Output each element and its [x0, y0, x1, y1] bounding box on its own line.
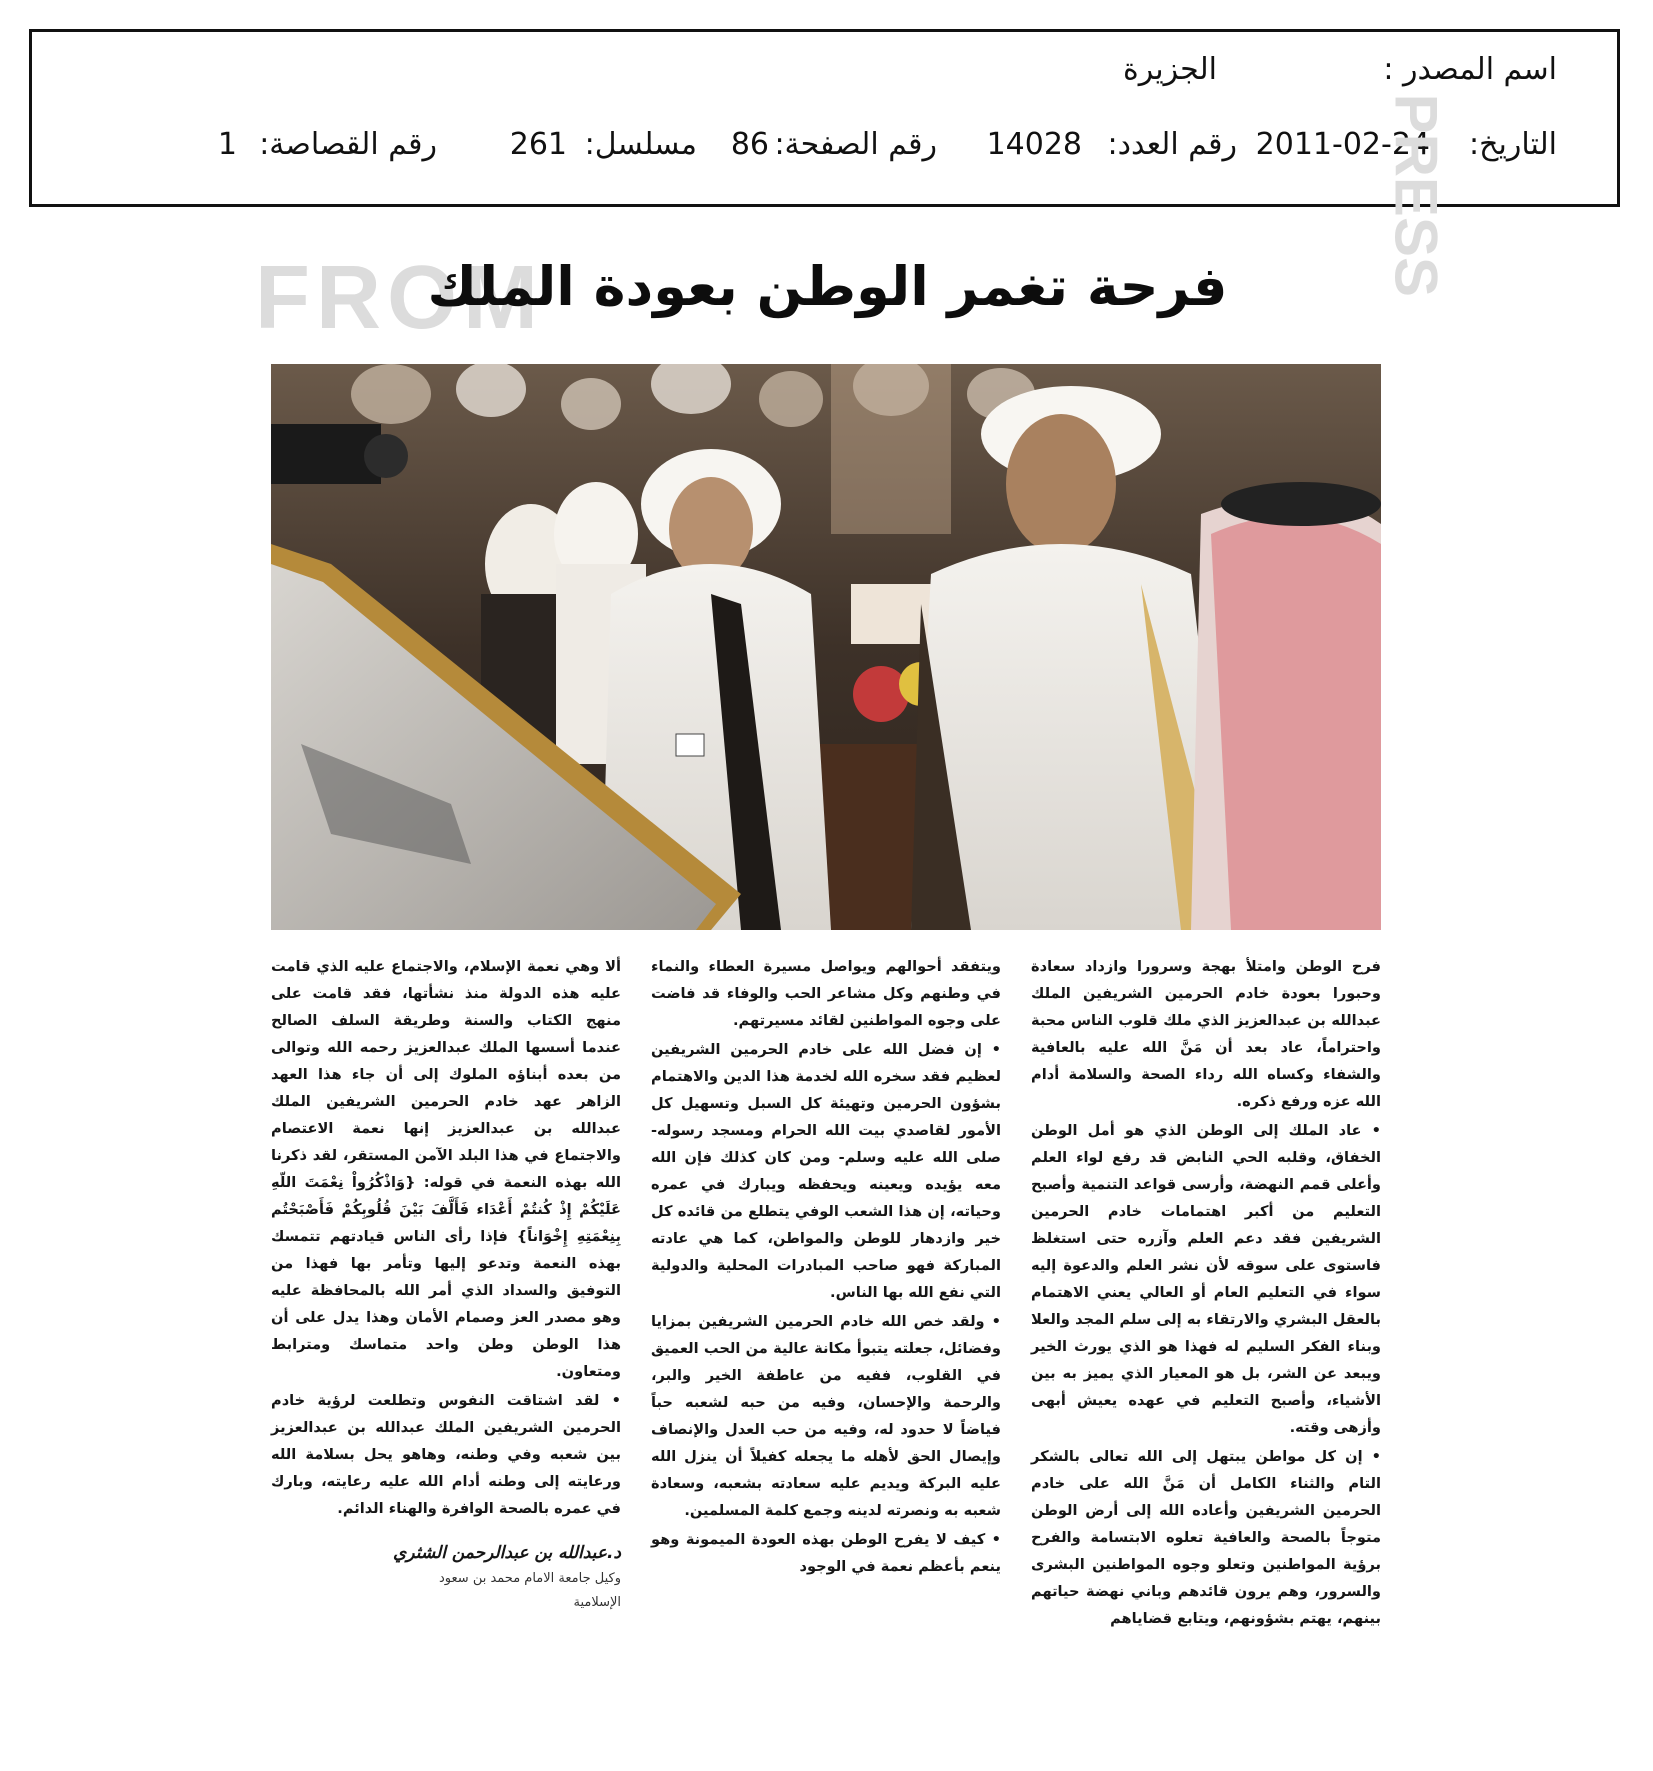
source-value: الجزيرة	[1122, 52, 1217, 87]
article-column-left	[271, 953, 621, 1615]
paragraph: • إن فضل الله على خادم الحرمين الشريفين لعظيم فقد سخره الله لخدمة هذا الدين والاهتمام بشؤون الحرمين وتهيئة كل السبل وتسهيل كل الأمور لقاصدي بيت الله الحرام ومسجد رسوله- صلى الله عليه وسلم- ومن كان كذلك فإن الله معه يؤيده ويعينه ويحفظه ويبارك في عمره وحياته، إن هذا الشعب الوفي يتطلع من قائده كل خير وازدهار للوطن والمواطن، كما هي عادته المباركة فهو صاحب المبادرات المحلية والدولية التي نفع الله بها الناس.	[651, 1041, 1001, 1301]
article-column-right	[1031, 953, 1381, 1634]
clipping-header	[29, 29, 1620, 207]
author-title: وكيل جامعة الامام محمد بن سعود	[439, 1571, 621, 1586]
date-value: 2011-02-24	[1255, 127, 1430, 162]
page-label: رقم الصفحة:	[774, 127, 937, 162]
author-title: الإسلامية	[573, 1595, 621, 1610]
author-name: د.عبدالله بن عبدالرحمن الشثري	[393, 1543, 621, 1563]
paragraph: • عاد الملك إلى الوطن الذي هو أمل الوطن الخفاق، وقلبه الحي النابض قد رفع لواء العلم وأعلى قمم النهضة، وأرسى قواعد التنمية وأصبح التعليم من أكبر اهتمامات خادم الحرمين الشريفين فقد دعم العلم وآزره حتى استغلظ فاستوى على سوقه لأن نشر العلم والدعوة إليه سواء في التعليم العام أو العالي يعني الاهتمام بالعقل البشري والارتقاء به إلى سلم المجد والعلا وبناء الفكر السليم له فهذا هو الذي يورث الخير ويبعد عن الشر، بل هو المعيار الذي يميز به بين الأشياء، وأصبح التعليم في عهده يعيش أبهى وأزهى وقته.	[1031, 1122, 1381, 1436]
clip-label: رقم القصاصة:	[259, 127, 437, 162]
paragraph: • ولقد خص الله خادم الحرمين الشريفين بمزايا وفضائل، جعلته يتبوأ مكانة عالية من الحب العميق في القلوب، ففيه من عاطفة الخير والبر، والرحمة والإحسان، وفيه من حبه لشعبه حباً فياضاً لا حدود له، وفيه من حب العدل والإنصاف وإيصال الحق لأهله ما يجعله كفيلاً أن ينزل الله عليه البركة ويديم عليه سعادته بشعبه، وسعادة شعبه به ونصرته لدينه وجمع كلمة المسلمين.	[651, 1313, 1001, 1519]
article-body	[271, 953, 1381, 1753]
paragraph: ويتفقد أحوالهم ويواصل مسيرة العطاء والنماء في وطنهم وكل مشاعر الحب والوفاء قد فاضت على وجوه المواطنين لقائد مسيرتهم.	[651, 958, 1001, 1029]
serial-value: 261	[509, 127, 567, 162]
date-label: التاريخ:	[1469, 127, 1557, 162]
source-label: اسم المصدر :	[1383, 52, 1557, 87]
paragraph: ألا وهي نعمة الإسلام، والاجتماع عليه الذي قامت عليه هذه الدولة منذ نشأتها، فقد قامت على منهج الكتاب والسنة وطريقة السلف الصالح عندما أسسها الملك عبدالعزيز رحمه الله وتوالى من بعده أبناؤه الملوك إلى أن جاء هذا العهد الزاهر عهد خادم الحرمين الشريفين الملك عبدالله بن عبدالعزيز إنها نعمة الاعتصام والاجتماع في هذا البلد الآمن المستقر، لقد ذكرنا الله بهذه النعمة في قوله: {وَاذْكُرُواْ نِعْمَتَ اللّهِ عَلَيْكُمْ إِذْ كُنتُمْ أَعْدَاء فَأَلَّفَ بَيْنَ قُلُوبِكُمْ فَأَصْبَحْتُم بِنِعْمَتِهِ إِخْوَاناً} فإذا رأى الناس قيادتهم تتمسك بهذه النعمة وتدعو إليها وتأمر بها فهذا من التوفيق والسداد الذي أمر الله بالمحافظة عليه وهو مصدر العز وصمام الأمان وهذا يدل على أن هذا الوطن وطن واحد متماسك ومترابط ومتعاون.	[271, 958, 621, 1380]
paragraph: • لقد اشتاقت النفوس وتطلعت لرؤية خادم الحرمين الشريفين الملك عبدالله بن عبدالعزيز بين شعبه وفي وطنه، وهاهو يحل بسلامة الله ورعايته إلى وطنه أدام الله عليه رعايته، وبارك في عمره بالصحة الوافرة والهناء الدائم.	[271, 1392, 621, 1517]
article-column-middle	[651, 953, 1001, 1582]
page-value: 86	[730, 127, 769, 162]
paragraph: • إن كل مواطن يبتهل إلى الله تعالى بالشكر التام والثناء الكامل أن مَنَّ الله على خادم الحرمين الشريفين وأعاده الله إلى أرض الوطن متوجاً بالصحة والعافية تعلوه الابتسامة والفرح برؤية المواطنين وتعلو وجوه المواطنين البشرى والسرور، وهم يرون قائدهم وباني نهضة حياتهم بينهم، يهتم بشؤونهم، ويتابع قضاياهم	[1031, 1448, 1381, 1627]
serial-label: مسلسل:	[584, 127, 697, 162]
clip-value: 1	[217, 127, 237, 162]
paragraph: فرح الوطن وامتلأ بهجة وسرورا وازداد سعادة وحبورا بعودة خادم الحرمين الشريفين الملك عبدالله بن عبدالعزيز الذي ملك قلوب الناس محبة واحتراماً، عاد بعد أن مَنَّ الله عليه بالعافية والشفاء وكساه الله رداء الصحة والسلامة أدام الله عزه ورفع ذكره.	[1031, 958, 1381, 1110]
issue-value: 14028	[986, 127, 1082, 162]
article-headline: فرحة تغمر الوطن بعودة الملك	[427, 255, 1228, 318]
article-photo	[271, 364, 1381, 930]
watermark-from: FROM	[255, 248, 544, 348]
paragraph: • كيف لا يفرح الوطن بهذه العودة الميمونة وهو ينعم بأعظم نعمة في الوجود	[651, 1531, 1001, 1575]
issue-label: رقم العدد:	[1107, 127, 1237, 162]
watermark-press: PRESS	[1382, 93, 1449, 297]
